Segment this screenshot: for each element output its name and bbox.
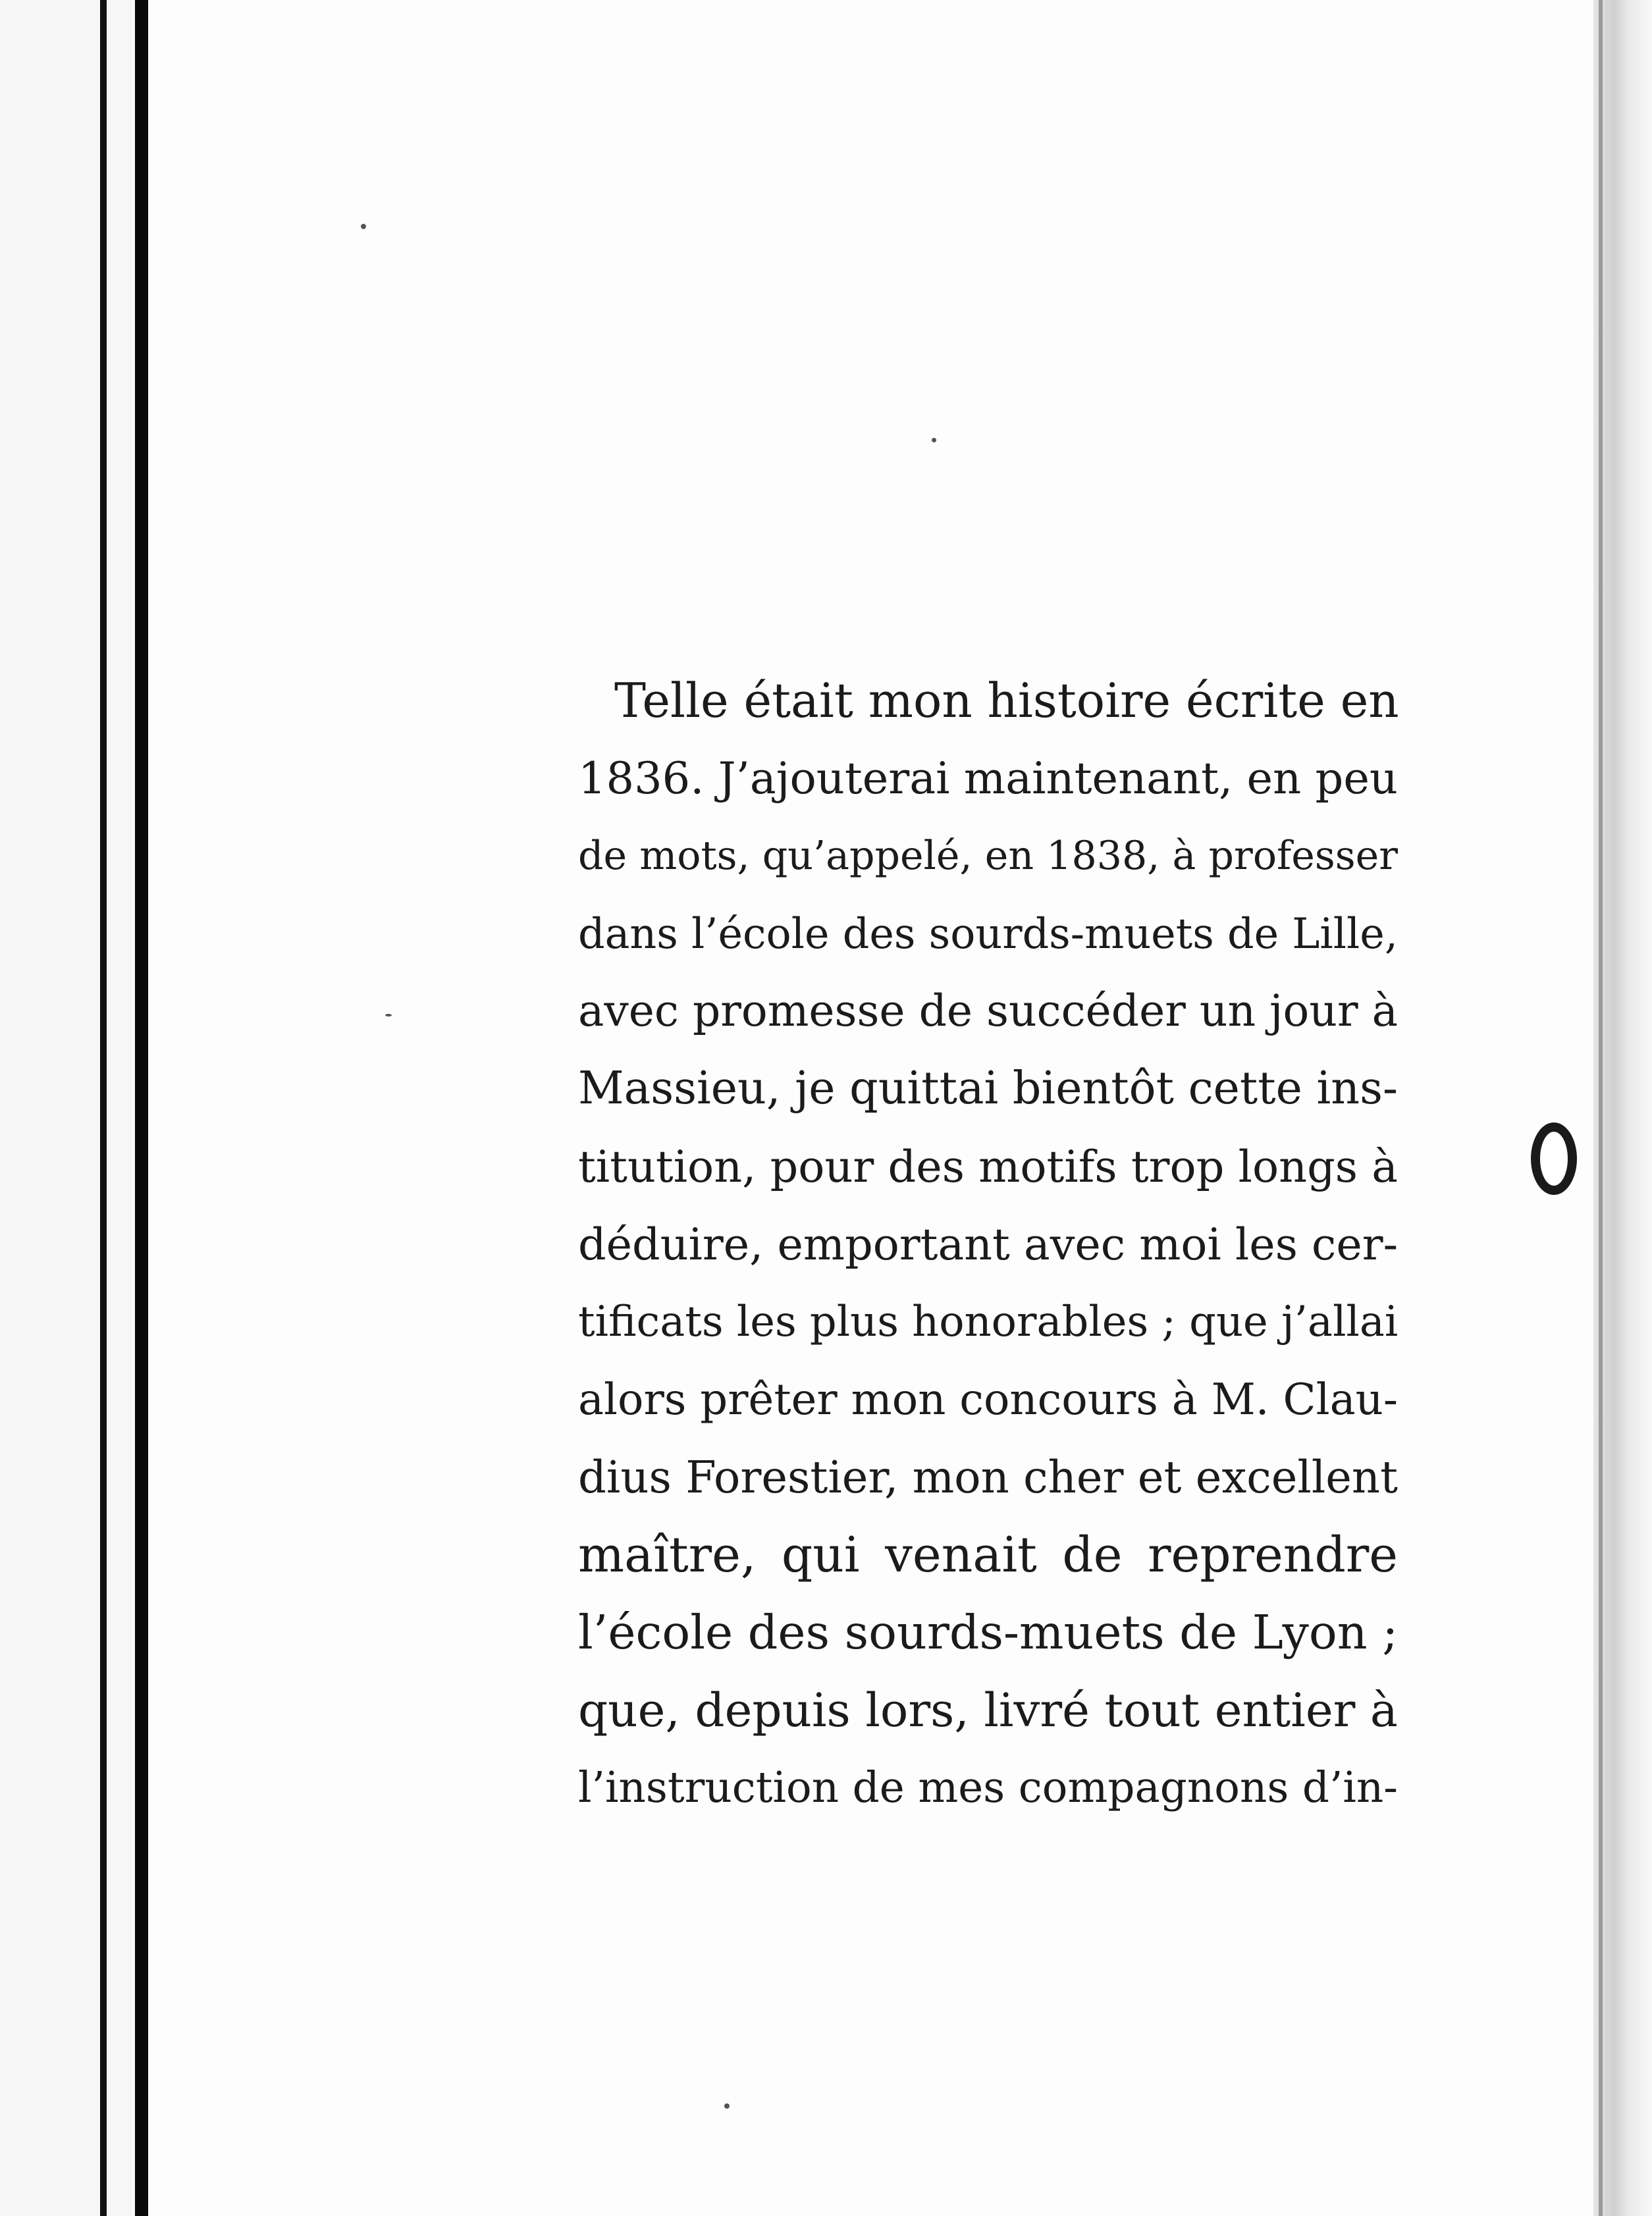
text-line: déduire, emportant avec moi les cer-	[578, 1219, 1399, 1270]
text-line: titution, pour des motifs trop longs à	[578, 1141, 1398, 1192]
text-line: tificats les plus honorables ; que j’allai	[578, 1298, 1399, 1346]
text-line: de mots, qu’appelé, en 1838, à professer	[578, 833, 1398, 879]
punch-hole	[1531, 1122, 1577, 1195]
text-line: Telle était mon histoire écrite en	[614, 673, 1399, 728]
text-line: alors prêter mon concours à M. Clau-	[578, 1375, 1398, 1425]
page-left-edge	[135, 0, 148, 2216]
text-line: 1836. J’ajouterai maintenant, en peu	[578, 752, 1398, 804]
speck	[385, 1014, 392, 1016]
left-margin	[0, 0, 132, 2216]
text-line: avec promesse de succéder un jour à	[578, 986, 1399, 1036]
speck	[361, 224, 366, 229]
text-line: dius Forestier, mon cher et excellent	[578, 1452, 1398, 1503]
text-line: Massieu, je quittai bientôt cette ins-	[578, 1063, 1398, 1115]
right-edge-line	[1599, 0, 1603, 2216]
body-text	[578, 662, 1398, 1827]
text-line: maître, qui venait de reprendre	[578, 1527, 1398, 1583]
text-line: dans l’école des sourds-muets de Lille,	[578, 909, 1398, 958]
text-line: l’école des sourds-muets de Lyon ;	[578, 1605, 1399, 1660]
speck	[724, 2103, 730, 2109]
text-line: que, depuis lors, livré tout entier à	[578, 1683, 1398, 1737]
speck	[932, 438, 936, 442]
left-binding-line	[100, 0, 107, 2216]
text-line: l’instruction de mes compagnons d’in-	[578, 1763, 1398, 1812]
